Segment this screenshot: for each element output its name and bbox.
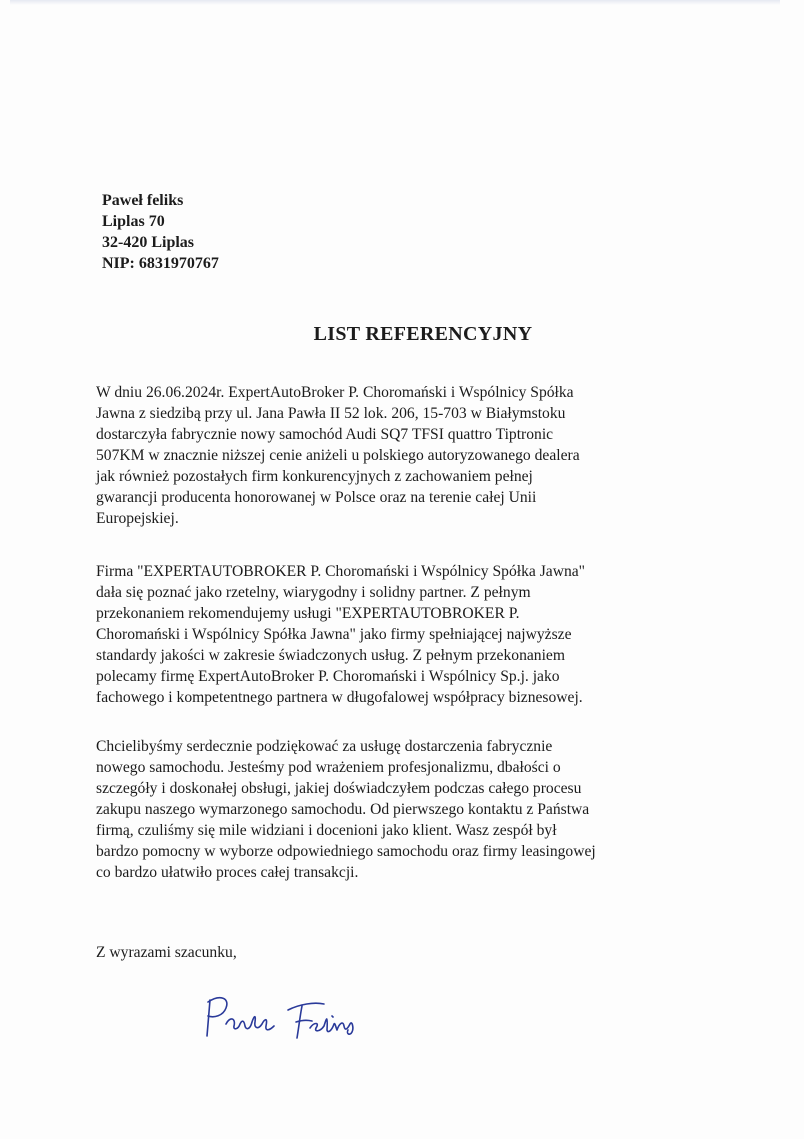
paragraph-line: jak również pozostałych firm konkurencyjnych z zachowaniem pełnej	[96, 468, 533, 485]
paragraph-line: bardzo pomocny w wyborze odpowiedniego samochodu oraz firmy leasingowej	[96, 843, 596, 860]
paragraph-3	[96, 736, 596, 883]
scan-edge	[10, 0, 780, 5]
paragraph-line: szczegóły i doskonałej obsługi, jakiej doświadczyłem podczas całego procesu	[96, 780, 582, 797]
paragraph-line: dała się poznać jako rzetelny, wiarygodny i solidny partner. Z pełnym	[96, 584, 531, 601]
paragraph-line: standardy jakości w zakresie świadczonych usług. Z pełnym przekonaniem	[96, 647, 565, 664]
paragraph-line: Firma "EXPERTAUTOBROKER P. Choromański i Wspólnicy Spółka Jawna"	[96, 563, 586, 580]
paragraph-line: przekonaniem rekomendujemy usługi "EXPERTAUTOBROKER P.	[96, 605, 520, 622]
paragraph-line: W dniu 26.06.2024r. ExpertAutoBroker P. Choromański i Wspólnicy Spółka	[96, 384, 574, 401]
paragraph-line: Jawna z siedzibą przy ul. Jana Pawła II 52 lok. 206, 15-703 w Białymstoku	[96, 405, 566, 422]
paragraph-line: dostarczyła fabrycznie nowy samochód Audi SQ7 TFSI quattro Tiptronic	[96, 426, 554, 443]
sender-postal-city: 32-420 Liplas	[102, 234, 195, 251]
sender-street: Liplas 70	[102, 213, 165, 230]
paragraph-1	[96, 382, 580, 529]
paragraph-line: Chcielibyśmy serdecznie podziękować za usługę dostarczenia fabrycznie	[96, 738, 553, 755]
paragraph-line: co bardzo ułatwiło proces całej transakcji.	[96, 864, 359, 881]
paragraph-line: Europejskiej.	[96, 510, 179, 527]
paragraph-line: polecamy firmę ExpertAutoBroker P. Choromański i Wspólnicy Sp.j. jako	[96, 668, 560, 685]
handwritten-signature	[196, 986, 376, 1048]
paragraph-line: gwarancji producenta honorowanej w Polsce oraz na terenie całej Unii	[96, 489, 537, 506]
paragraph-line: zakupu naszego wymarzonego samochodu. Od pierwszego kontaktu z Państwa	[96, 801, 590, 818]
sender-nip: NIP: 6831970767	[102, 255, 219, 272]
paragraph-line: Choromański i Wspólnicy Spółka Jawna" jako firmy spełniającej najwyższe	[96, 626, 572, 643]
paragraph-2	[96, 561, 585, 708]
paragraph-line: fachowego i kompetentnego partnera w długofalowej współpracy biznesowej.	[96, 689, 583, 706]
document-title: LIST REFERENCYJNY	[313, 323, 533, 345]
paragraph-line: 507KM w znacznie niższej cenie aniżeli u polskiego autoryzowanego dealera	[96, 447, 580, 464]
sender-name: Paweł feliks	[102, 192, 184, 209]
sender-address-block	[102, 190, 219, 274]
closing-salutation: Z wyrazami szacunku,	[96, 944, 237, 961]
paragraph-line: nowego samochodu. Jesteśmy pod wrażeniem profesjonalizmu, dbałości o	[96, 759, 561, 776]
paragraph-line: firmą, czuliśmy się mile widziani i docenioni jako klient. Wasz zespół był	[96, 822, 557, 839]
document-title-wrapper	[0, 323, 804, 346]
